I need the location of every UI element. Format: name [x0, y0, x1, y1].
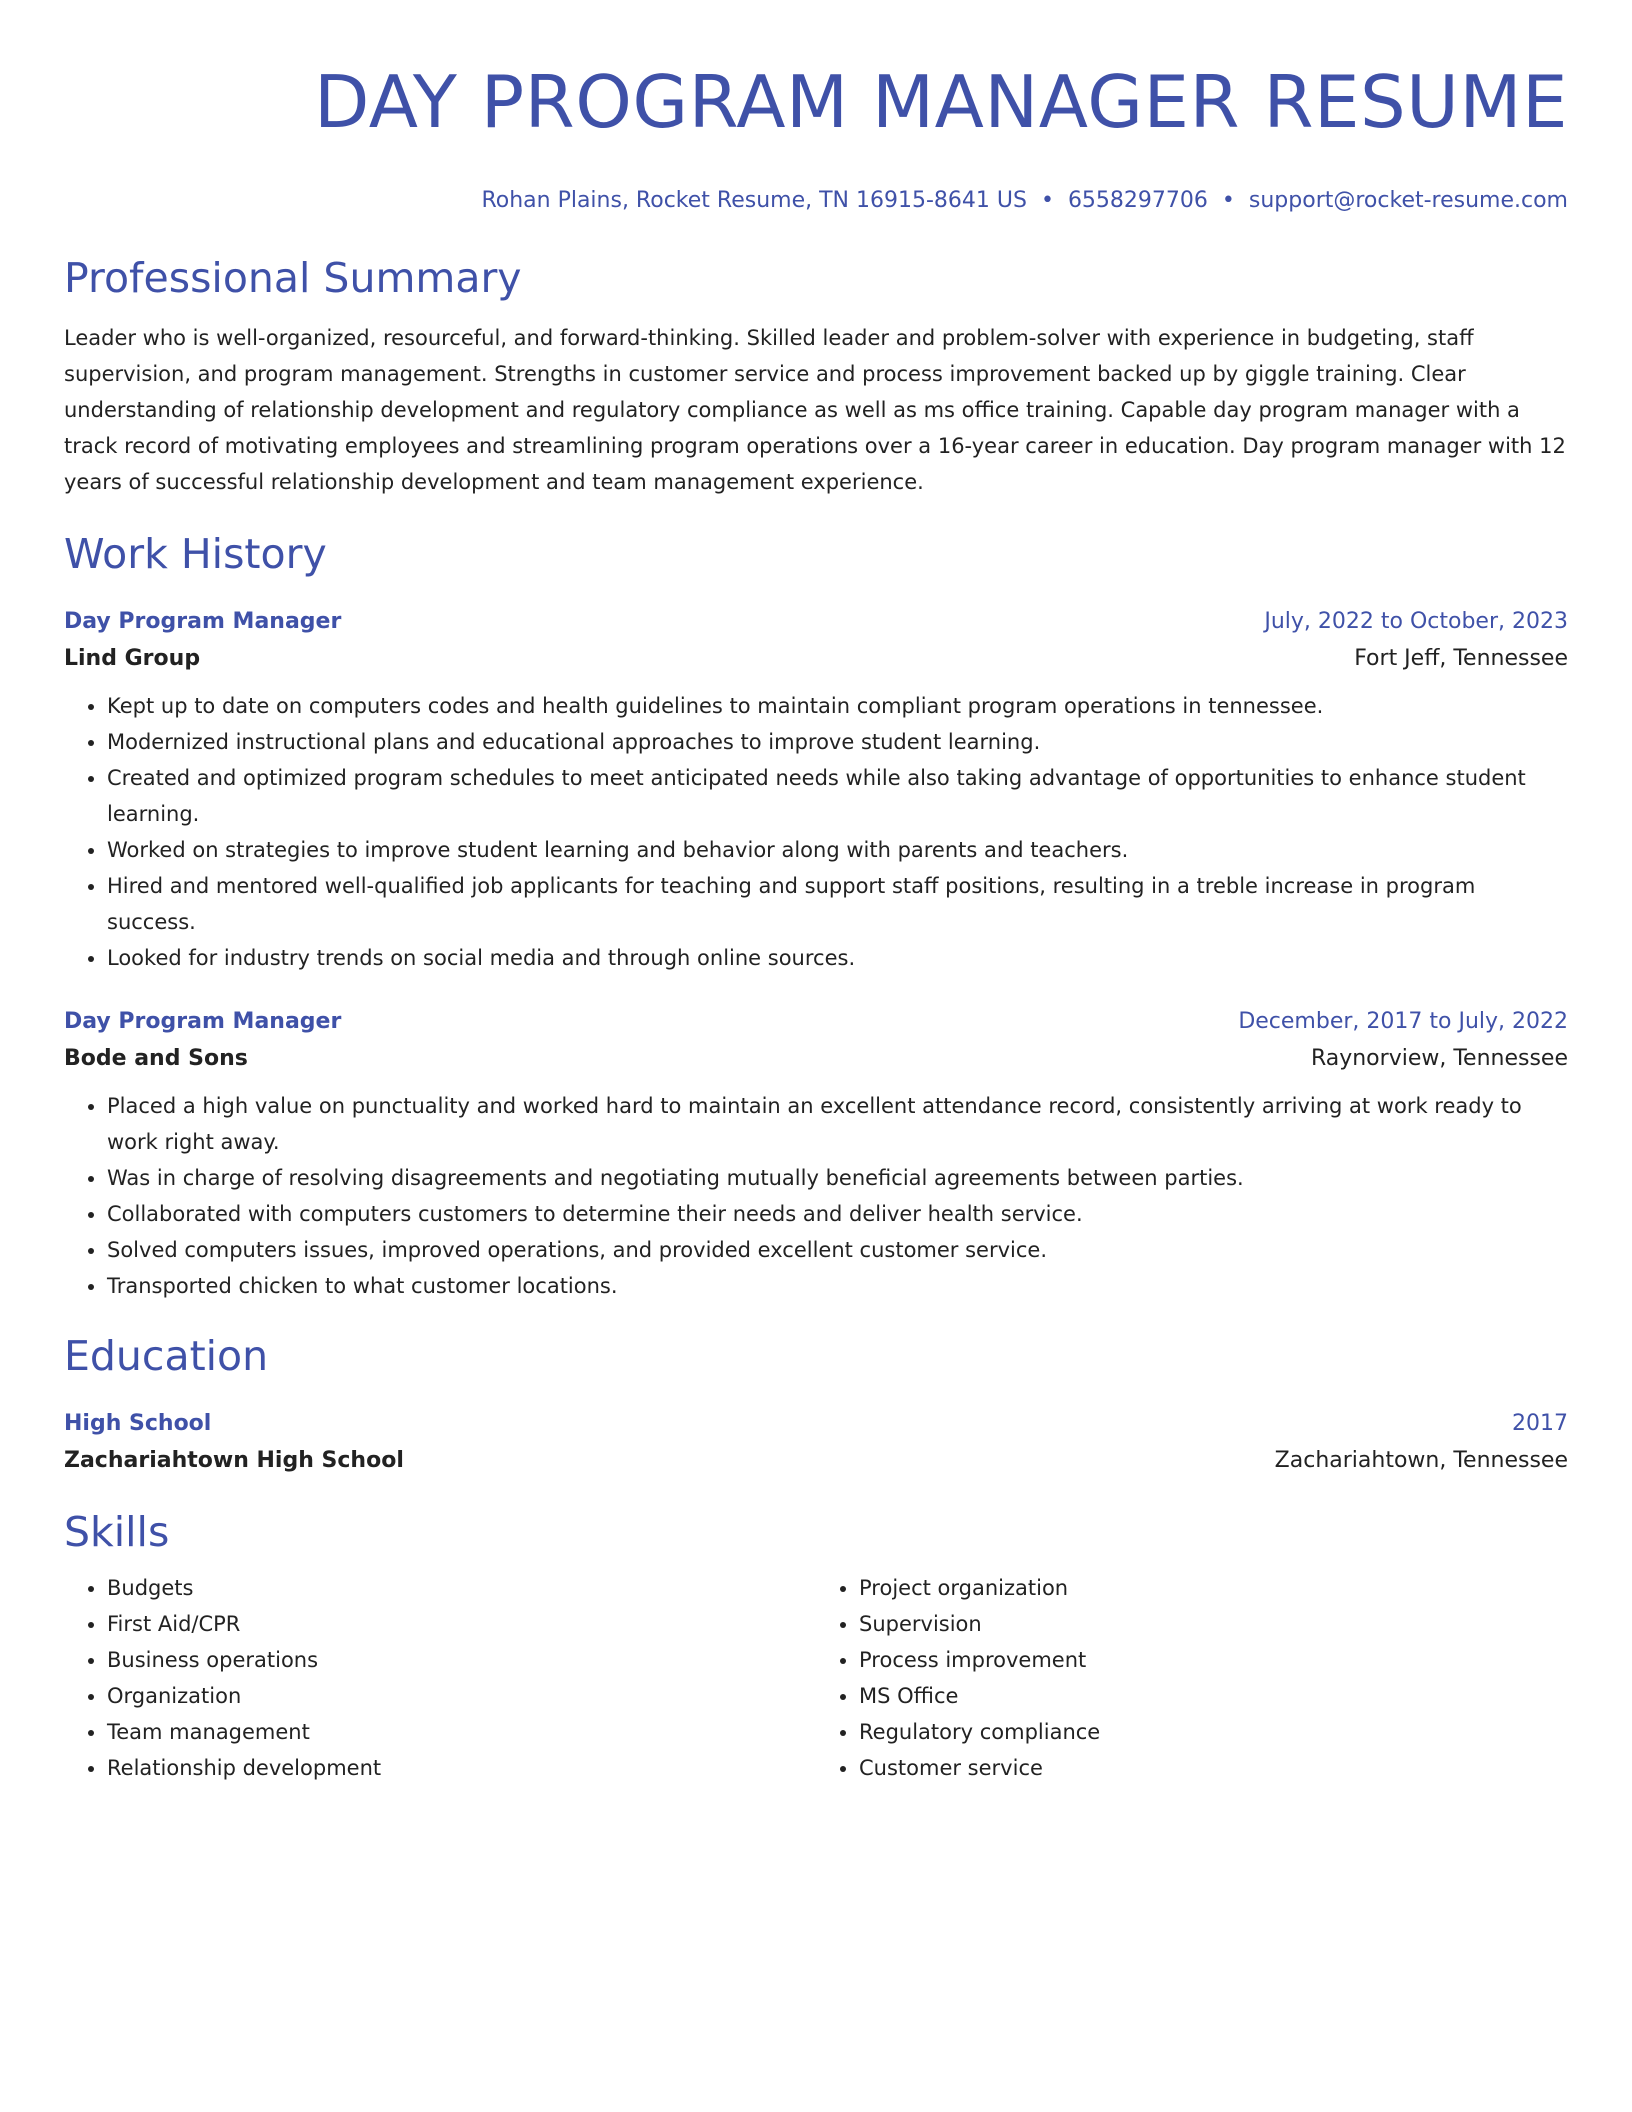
job-bullet: • Collaborated with computers customers to determine their needs and deliver health service.: [107, 1196, 1568, 1232]
skills-heading: Skills: [64, 1508, 170, 1556]
contact-line: [64, 186, 1568, 216]
job-bullet: • Solved computers issues, improved operations, and provided excellent customer service.: [107, 1232, 1568, 1268]
education-year: 2017: [1512, 1411, 1568, 1436]
skills-grid: [64, 1570, 1568, 1786]
job-entry: [64, 1004, 1568, 1304]
skill-item: • Business operations: [107, 1642, 816, 1678]
skills-section: [64, 1504, 1568, 1786]
job-company: Bode and Sons: [64, 1046, 248, 1071]
summary-text: Leader who is well-organized, resourceful, and forward-thinking. Skilled leader and problem-solver with experience in budgeting, staff supervision, and program management. Strengths in customer service and process improvement backed up by giggle training. Clear understanding of relationship development and regulatory compliance as well as ms office training. Capable day program manager with a track record of motivating employees and streamlining program operations over a 16-year career in education. Day program manager with 12 years of successful relationship development and team management experience.: [64, 326, 1566, 494]
job-title: Day Program Manager: [64, 1009, 342, 1034]
contact-separator: •: [1221, 188, 1235, 213]
job-bullet: • Worked on strategies to improve student learning and behavior along with parents and teachers.: [107, 832, 1568, 868]
resume-header: [64, 46, 1568, 216]
work-history-heading: Work History: [64, 530, 327, 578]
education-section: [64, 1328, 1568, 1480]
job-dates: July, 2022 to October, 2023: [1264, 609, 1568, 634]
skill-item: • Budgets: [107, 1570, 816, 1606]
skill-item: • Customer service: [859, 1750, 1568, 1786]
education-school: Zachariahtown High School: [64, 1448, 404, 1473]
contact-phone: 6558297706: [1067, 188, 1208, 213]
job-title: Day Program Manager: [64, 609, 342, 634]
contact-separator: •: [1040, 188, 1054, 213]
job-bullet-list: [64, 1088, 1568, 1304]
job-location: Fort Jeff, Tennessee: [1354, 646, 1568, 671]
resume-title: DAY PROGRAM MANAGER RESUME: [314, 60, 1568, 144]
job-bullet: • Modernized instructional plans and educational approaches to improve student learning.: [107, 724, 1568, 760]
job-bullet: • Transported chicken to what customer locations.: [107, 1268, 1568, 1304]
education-heading: Education: [64, 1332, 269, 1380]
education-entry: [64, 1406, 1568, 1480]
professional-summary-section: [64, 250, 1568, 500]
contact-address: Rohan Plains, Rocket Resume, TN 16915-8641 US: [481, 188, 1027, 213]
skill-item: • Process improvement: [859, 1642, 1568, 1678]
skill-item: • Relationship development: [107, 1750, 816, 1786]
summary-heading: Professional Summary: [64, 254, 522, 302]
skill-item: • Team management: [107, 1714, 816, 1750]
skills-list-right: [816, 1570, 1568, 1786]
skill-item: • First Aid/CPR: [107, 1606, 816, 1642]
education-degree: High School: [64, 1411, 212, 1436]
work-history-section: [64, 526, 1568, 1304]
skill-item: • Supervision: [859, 1606, 1568, 1642]
job-bullet: • Looked for industry trends on social media and through online sources.: [107, 940, 1568, 976]
job-location: Raynorview, Tennessee: [1310, 1046, 1568, 1071]
skill-item: • Project organization: [859, 1570, 1568, 1606]
job-entry: [64, 604, 1568, 976]
job-bullet-list: [64, 688, 1568, 976]
job-bullet: • Hired and mentored well-qualified job applicants for teaching and support staff positions, resulting in a treble increase in program success.: [107, 868, 1568, 940]
skills-list-left: [64, 1570, 816, 1786]
job-dates: December, 2017 to July, 2022: [1238, 1009, 1568, 1034]
job-company: Lind Group: [64, 646, 201, 671]
job-bullet: • Created and optimized program schedules to meet anticipated needs while also taking advantage of opportunities to enhance student learning.: [107, 760, 1568, 832]
contact-email: support@rocket-resume.com: [1248, 188, 1568, 213]
skill-item: • Organization: [107, 1678, 816, 1714]
job-bullet: • Placed a high value on punctuality and worked hard to maintain an excellent attendance record, consistently arriving at work ready to work right away.: [107, 1088, 1568, 1160]
education-location: Zachariahtown, Tennessee: [1274, 1448, 1568, 1473]
job-bullet: • Kept up to date on computers codes and health guidelines to maintain compliant program operations in tennessee.: [107, 688, 1568, 724]
skill-item: • MS Office: [859, 1678, 1568, 1714]
skill-item: • Regulatory compliance: [859, 1714, 1568, 1750]
job-bullet: • Was in charge of resolving disagreements and negotiating mutually beneficial agreements between parties.: [107, 1160, 1568, 1196]
